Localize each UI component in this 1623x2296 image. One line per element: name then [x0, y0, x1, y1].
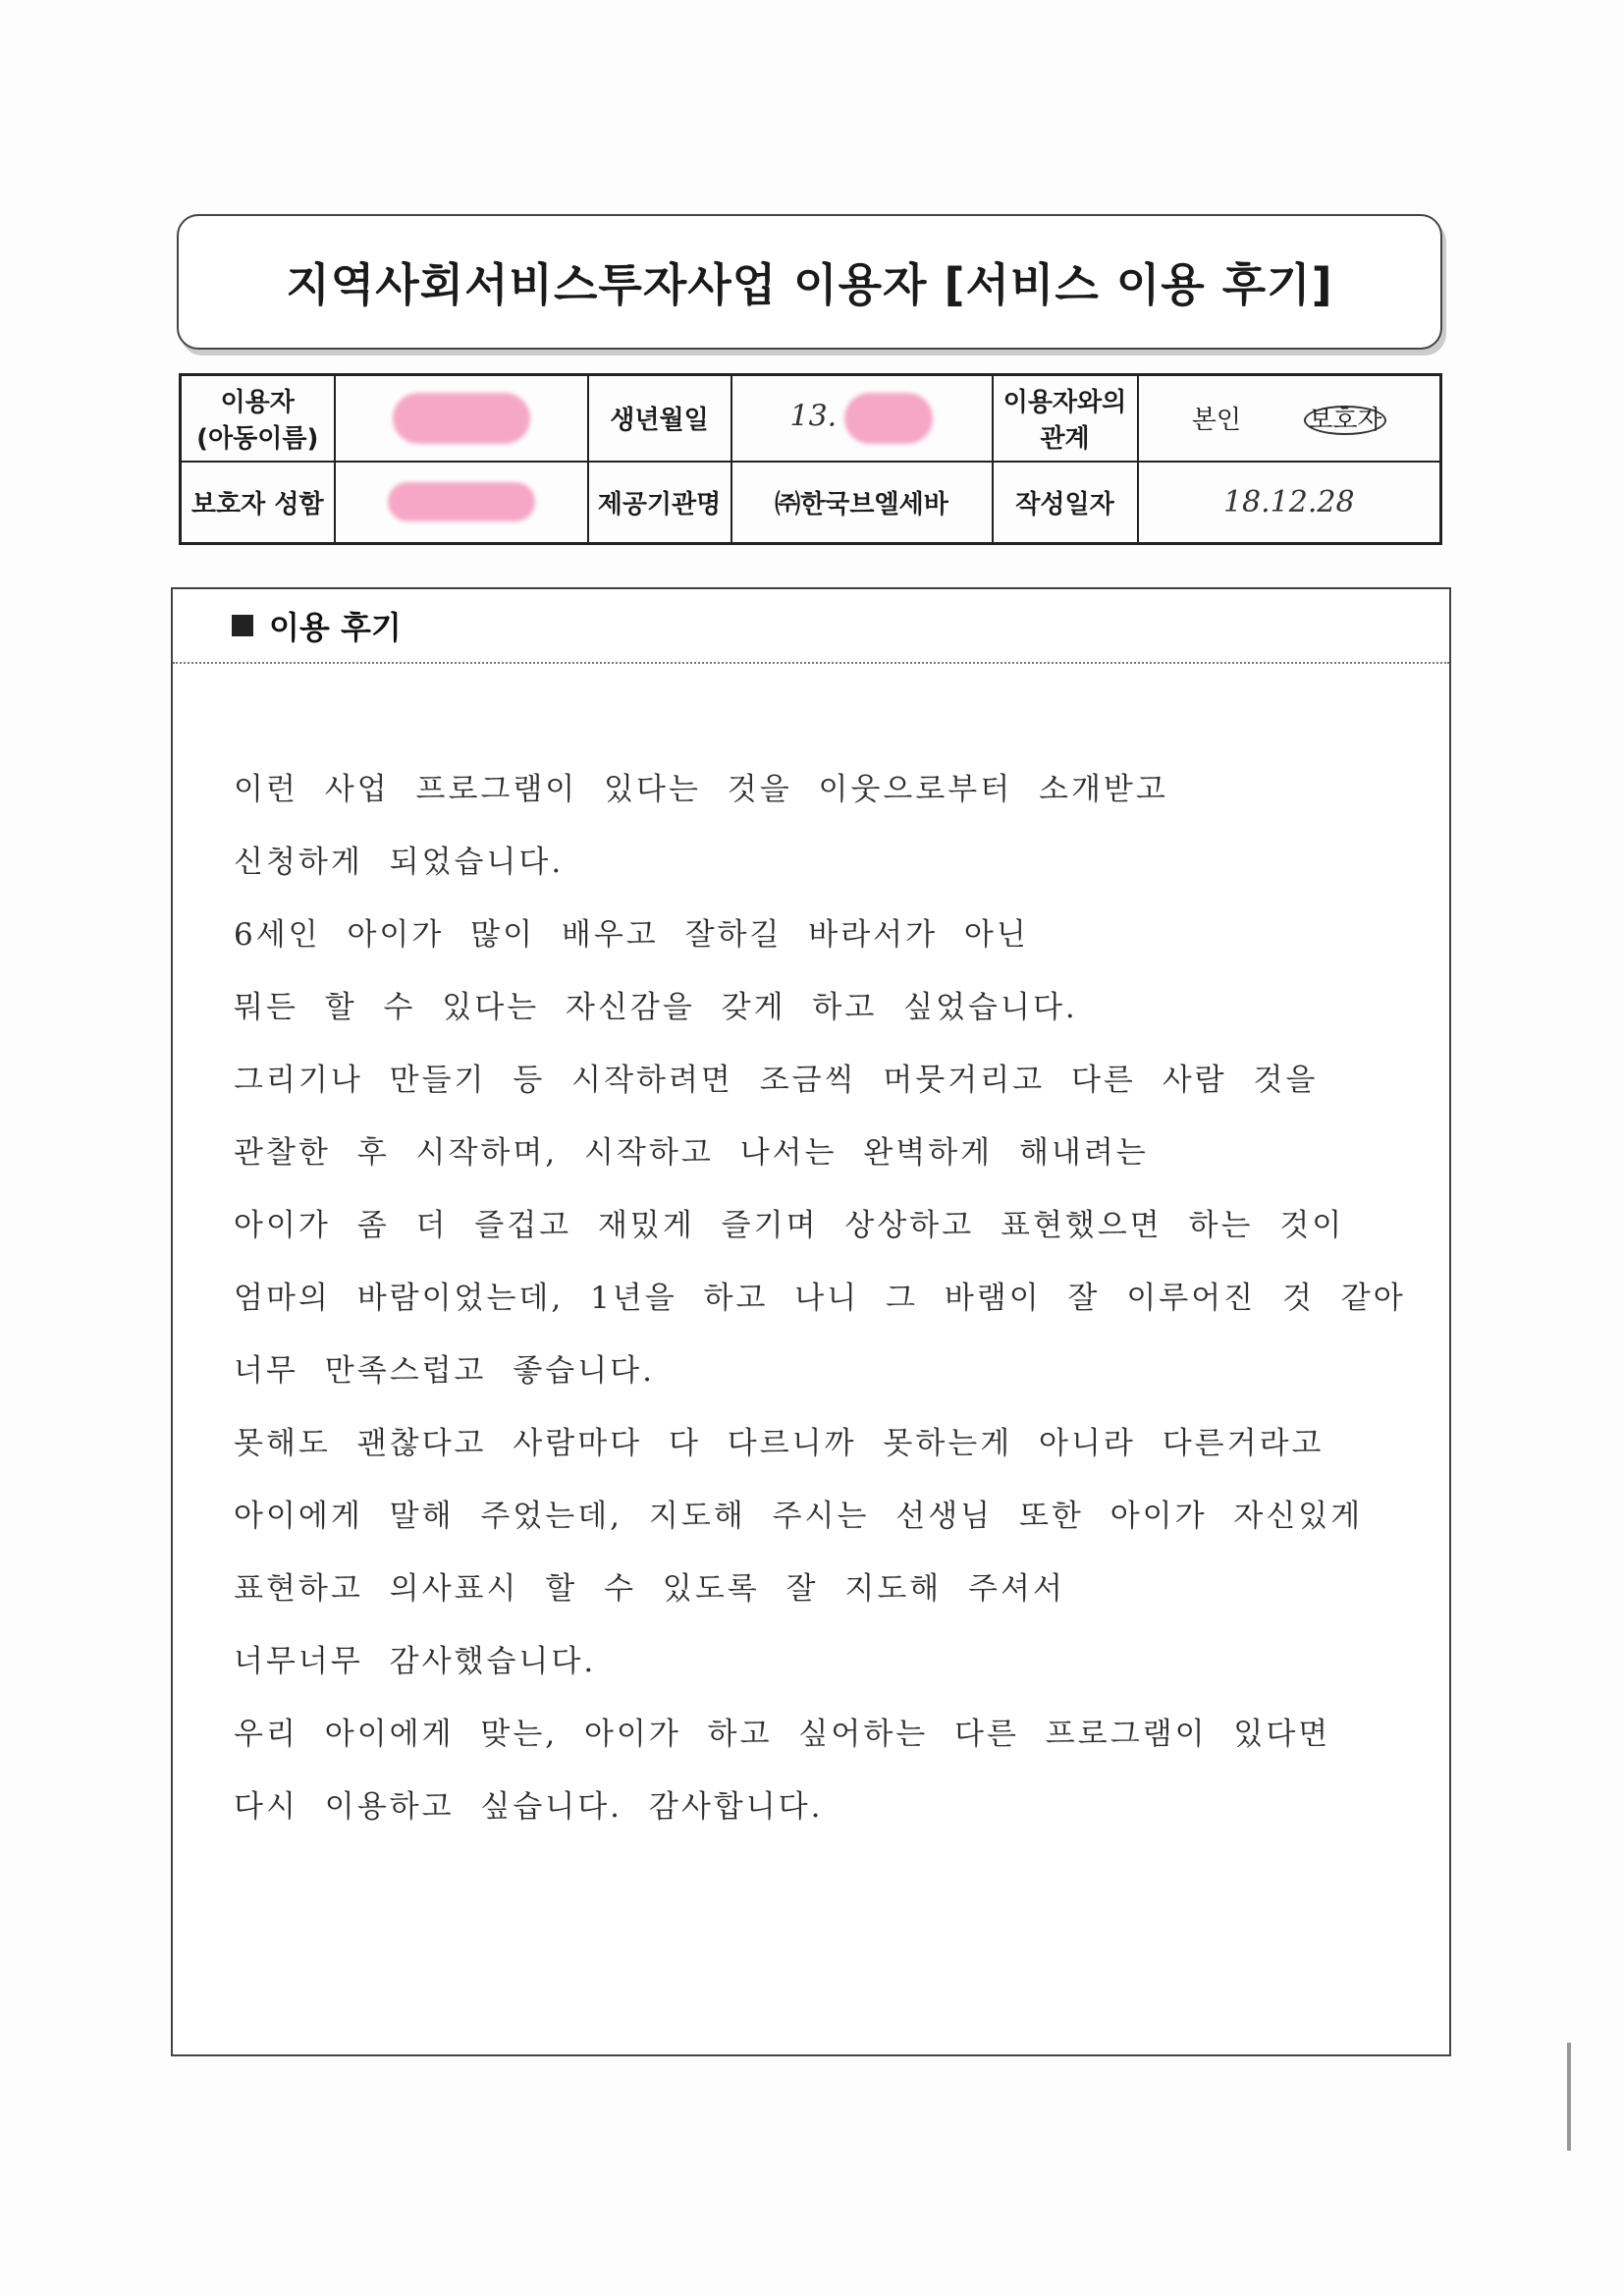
date-value: 18.12.28: [1222, 484, 1355, 519]
review-line: 6세인 아이가 많이 배우고 잘하길 바라서가 아닌: [234, 917, 1029, 953]
relation-option-guardian: 보호자: [1304, 406, 1385, 435]
user-label: 이용자: [220, 387, 295, 417]
review-line: 아이에게 말해 주었는데, 지도해 주시는 선생님 또한 아이가 자신있게: [234, 1499, 1364, 1534]
guardian-label: 보호자 성함: [181, 462, 335, 544]
review-line: 아이가 좀 더 즐겁고 재밌게 즐기며 상상하고 표현했으면 하는 것이: [234, 1208, 1345, 1243]
review-heading-bar: [173, 589, 1449, 664]
review-line: 못해도 괜찮다고 사람마다 다 다르니까 못하는게 아니라 다른거라고: [234, 1426, 1325, 1461]
review-line: 다시 이용하고 싶습니다. 감사합니다.: [234, 1789, 824, 1825]
provider-value: ㈜한국브엘세바: [731, 462, 993, 544]
review-line: 엄마의 바람이었는데, 1년을 하고 나니 그 바램이 잘 이루어진 것 같아: [234, 1281, 1406, 1316]
date-label: 작성일자: [993, 462, 1138, 544]
redaction-mark: [388, 482, 535, 521]
date-value-cell: [1138, 462, 1441, 544]
user-name-cell: [335, 375, 588, 462]
birth-value-cell: [731, 375, 993, 462]
review-line: 관찰한 후 시작하며, 시작하고 나서는 완벽하게 해내려는: [234, 1135, 1149, 1171]
review-heading: 이용 후기: [269, 609, 402, 646]
birth-value: 13.: [789, 399, 838, 434]
review-line: 표현하고 의사표시 할 수 있도록 잘 지도해 주셔서: [234, 1571, 1065, 1607]
review-line: 너무너무 감사했습니다.: [234, 1644, 597, 1679]
relation-label: 이용자와의: [1002, 387, 1127, 417]
review-line: 신청하게 되었습니다.: [234, 845, 565, 880]
info-table: [179, 373, 1442, 545]
user-label-cell: [181, 375, 335, 462]
review-line: 이런 사업 프로그램이 있다는 것을 이웃으로부터 소개받고: [234, 772, 1168, 807]
relation-value-cell: [1138, 375, 1441, 462]
relation-label-cell: [993, 375, 1138, 462]
review-line: 너무 만족스럽고 좋습니다.: [234, 1353, 655, 1389]
margin-mark: [1567, 2043, 1571, 2151]
review-line: 그리기나 만들기 등 시작하려면 조금씩 머뭇거리고 다른 사람 것을: [234, 1063, 1319, 1098]
review-text: [234, 764, 1412, 1854]
redaction-mark: [393, 393, 530, 444]
redaction-mark: [844, 393, 933, 444]
square-bullet-icon: [232, 615, 253, 636]
relation-label-sub: 관계: [1040, 423, 1090, 454]
birth-label: 생년월일: [588, 375, 731, 462]
relation-option-self: 본인: [1191, 406, 1242, 436]
review-box: [171, 587, 1451, 2056]
document-title: 지역사회서비스투자사업 이용자 [서비스 이용 후기]: [286, 258, 1333, 311]
title-box: [177, 214, 1442, 350]
user-label-sub: (아동이름): [196, 423, 319, 454]
provider-label: 제공기관명: [588, 462, 731, 544]
review-line: 우리 아이에게 맞는, 아이가 하고 싶어하는 다른 프로그램이 있다면: [234, 1717, 1331, 1752]
review-line: 뭐든 할 수 있다는 자신감을 갖게 하고 싶었습니다.: [234, 990, 1078, 1025]
guardian-name-cell: [335, 462, 588, 544]
